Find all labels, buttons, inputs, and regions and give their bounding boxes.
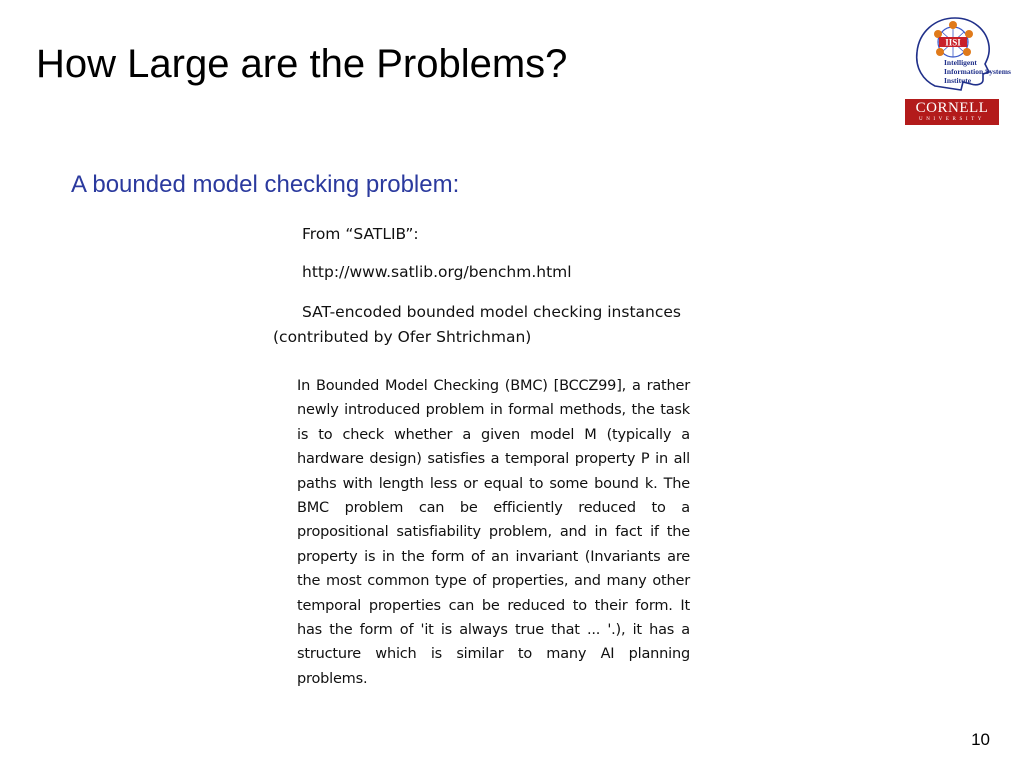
excerpt-heading-line1: SAT-encoded bounded model checking instances xyxy=(302,303,681,321)
excerpt-url: http://www.satlib.org/benchm.html xyxy=(302,263,572,281)
iisi-badge-text: IISI xyxy=(945,37,961,48)
slide-title: How Large are the Problems? xyxy=(36,42,568,86)
iisi-caption: Intelligent Information Systems Institute xyxy=(944,58,1011,85)
slide-subtitle: A bounded model checking problem: xyxy=(71,171,460,198)
cornell-logo xyxy=(905,99,999,125)
page-number: 10 xyxy=(971,730,990,749)
excerpt-heading-line2: (contributed by Ofer Shtrichman) xyxy=(273,328,532,346)
cornell-name: CORNELL xyxy=(915,100,989,116)
cornell-subtext: UNIVERSITY xyxy=(919,117,985,122)
excerpt-source-line: From “SATLIB”: xyxy=(302,225,419,243)
excerpt-paragraph: In Bounded Model Checking (BMC) [BCCZ99], a rather newly introduced problem in formal methods, the task is to check whether a given model M (typically a hardware design) satisfies a temporal property P in all paths with length less or equal to some bound k. The BMC problem can be efficiently reduced to a propositional satisfiability problem, and in fact if the property is in the form of an invariant (Invariants are the most common type of properties, and many other temporal properties can be reduced to their form. It has the form of 'it is always true that ... '.), it has a structure which is similar to many AI planning problems. xyxy=(297,378,690,687)
